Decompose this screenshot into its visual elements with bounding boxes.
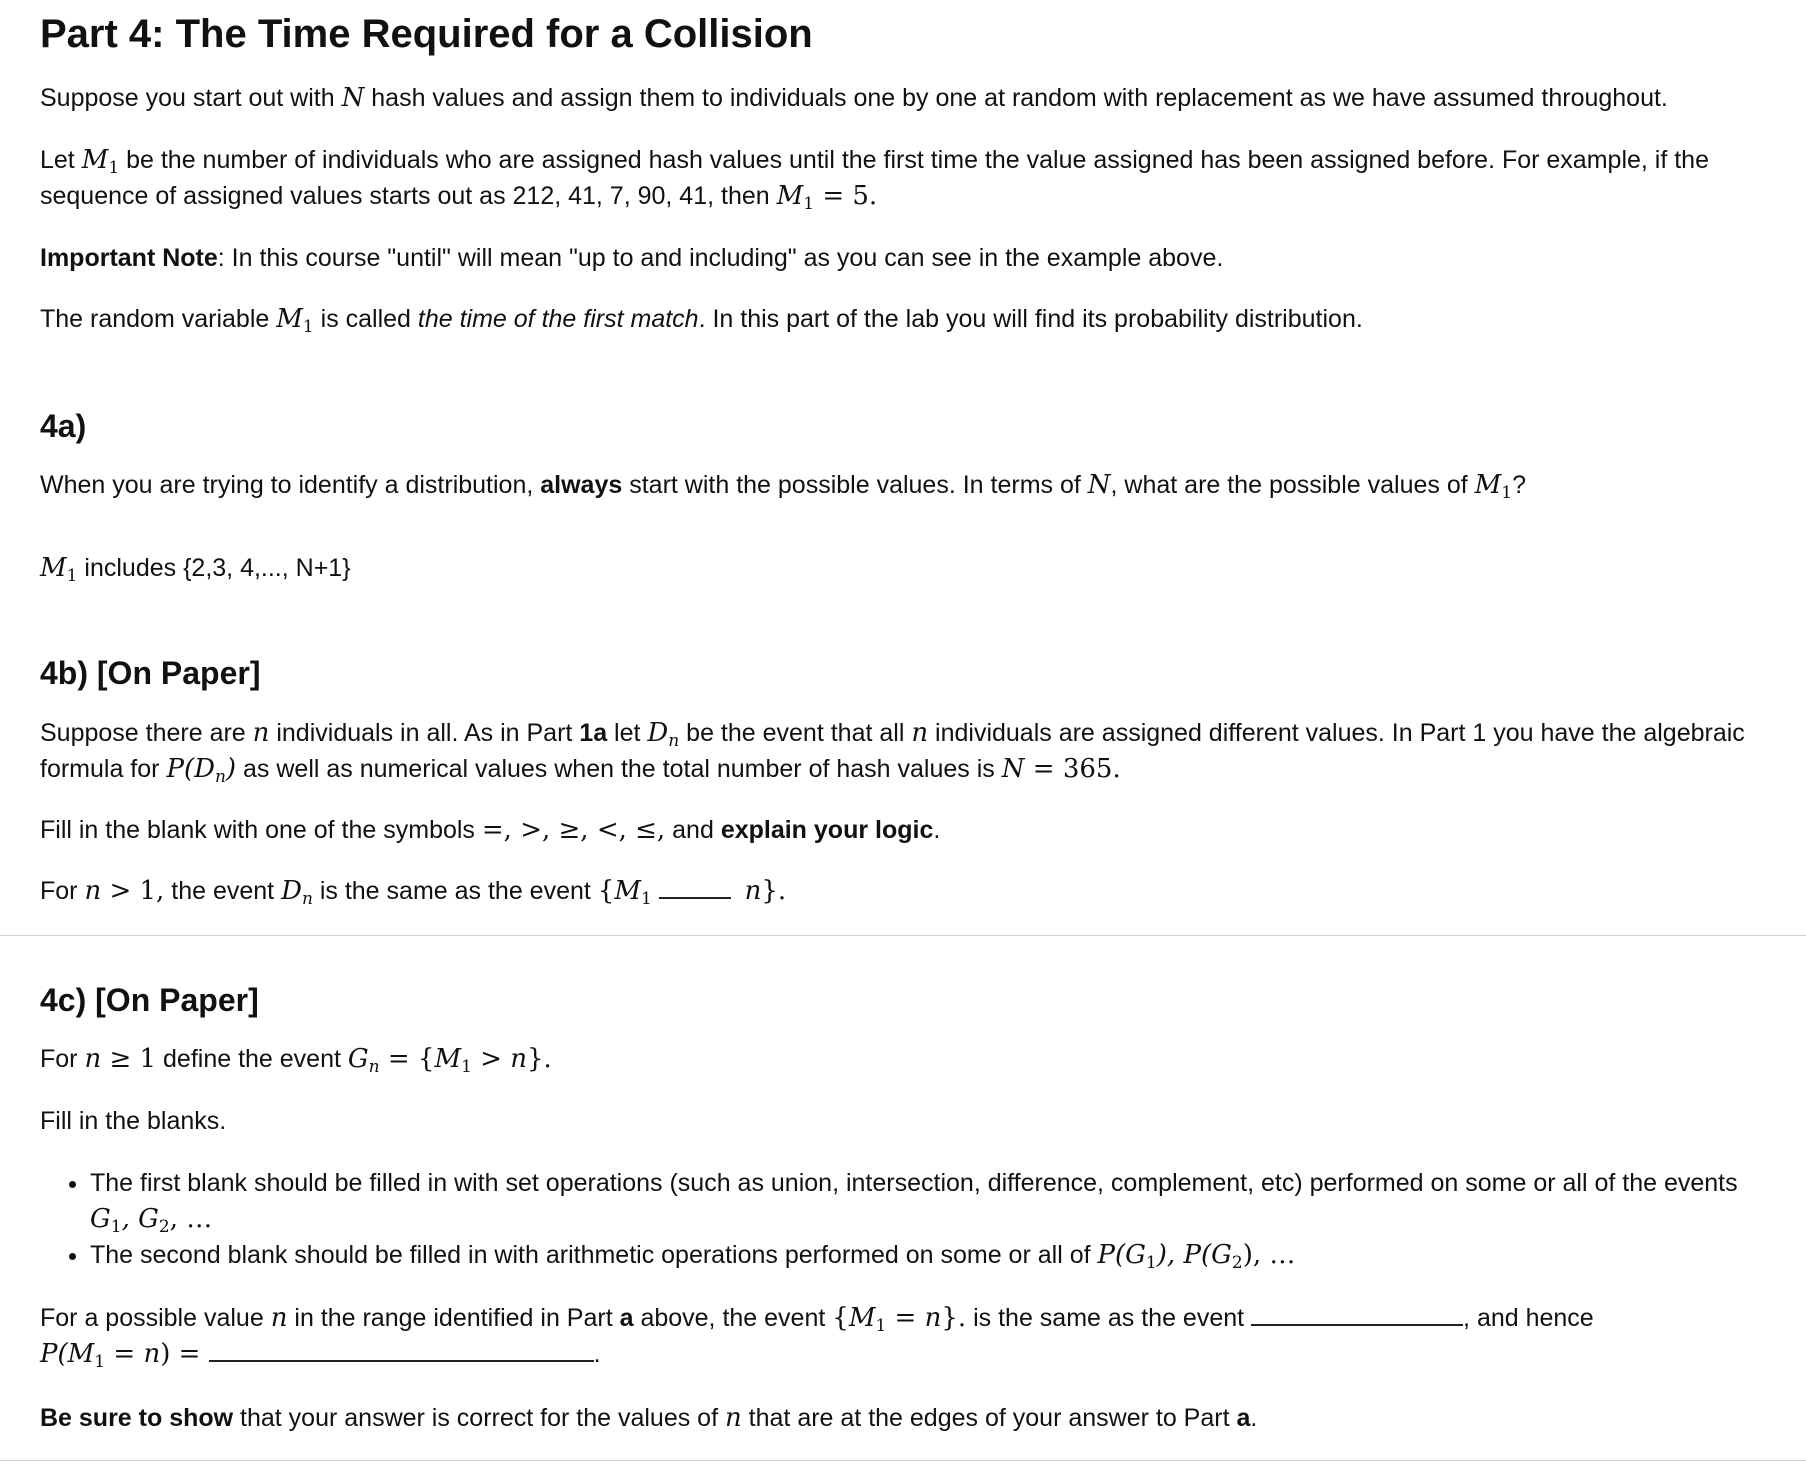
answer-blank-4c-event[interactable] — [1251, 1304, 1463, 1326]
italic-term: the time of the first match — [417, 305, 699, 333]
paragraph-4b-3 — [40, 873, 1780, 909]
text: For a possible value — [40, 1304, 271, 1332]
intro-p1 — [40, 80, 1780, 116]
text: hash values and assign them to individuals one by one at random with replacement as we have assumed throughout. — [364, 84, 1668, 112]
math-n: n — [270, 1303, 288, 1333]
math-P-M1-eq-n: $P(M_1 = n)$ = — [40, 1339, 209, 1372]
text: is the same as the event — [312, 877, 598, 905]
text: the event — [164, 877, 282, 905]
math-M1: $M_1$ — [81, 145, 120, 178]
heading-4a-block — [40, 410, 1780, 442]
math-N: N — [341, 83, 365, 113]
intro-p2 — [40, 142, 1780, 214]
heading-4c-block — [40, 984, 1780, 1016]
heading-4a: 4a) — [40, 408, 87, 444]
math-M1: $M_1$ — [848, 1303, 887, 1336]
text: and — [665, 816, 721, 844]
page-title: Part 4: The Time Required for a Collision — [40, 12, 813, 56]
text: ? — [1512, 471, 1526, 499]
math-n: n — [911, 718, 929, 748]
math-M1: $M_1$ — [614, 876, 652, 909]
paragraph-4c-4 — [40, 1400, 1780, 1436]
text: is called — [313, 305, 418, 333]
note-label: Important Note — [40, 244, 218, 272]
brace-close: }. — [761, 876, 787, 906]
text: in the range identified in Part — [287, 1304, 620, 1332]
text: For — [40, 877, 85, 905]
brace-close: }. — [941, 1303, 967, 1333]
math-eq-5: = 5. — [814, 181, 878, 211]
math-P-Dn: $P(D_n)$ — [166, 754, 237, 787]
heading-4b: 4b) [On Paper] — [40, 655, 261, 691]
math-eq-365: = 365. — [1024, 754, 1121, 784]
question-4a — [40, 467, 1780, 503]
text: The random variable — [40, 305, 277, 333]
bullet-list — [40, 1165, 1780, 1273]
math-gt-1: > 1, — [101, 876, 165, 906]
paragraph-4c-1 — [40, 1041, 1780, 1077]
paragraph-4b-1 — [40, 715, 1780, 787]
text: is the same as the event — [966, 1304, 1252, 1332]
math-ge-1: ≥ 1 — [101, 1044, 157, 1074]
text: start with the possible values. In terms of — [622, 471, 1088, 499]
math-M1: $M_1$ — [276, 304, 314, 337]
math-n: n — [252, 718, 270, 748]
bold-a: a — [619, 1304, 634, 1332]
text: as well as numerical values when the total number of hash values is — [236, 755, 1002, 783]
heading-4b-block — [40, 657, 1780, 689]
text: define the event — [156, 1045, 348, 1073]
heading-4c: 4c) [On Paper] — [40, 982, 259, 1018]
brace-open: { — [832, 1303, 849, 1333]
math-M1: $M_1$ — [1474, 470, 1513, 503]
text: , what are the possible values of — [1110, 471, 1475, 499]
important-note — [40, 240, 1780, 276]
text: let — [607, 719, 648, 747]
note-text: : In this course "until" will mean "up to and including" as you can see in the example above. — [217, 244, 1224, 272]
math-gt: > — [471, 1044, 511, 1074]
text: Suppose there are — [40, 719, 253, 747]
list-item — [90, 1165, 1780, 1237]
text: above, the event — [633, 1304, 833, 1332]
fill-blanks-text: Fill in the blanks. — [40, 1107, 227, 1135]
text: individuals in all. As in Part — [269, 719, 580, 747]
math-G-sequence: $G_1$, $G_2$, … — [90, 1204, 213, 1237]
cell-divider — [0, 935, 1806, 936]
text: that your answer is correct for the values of — [233, 1404, 725, 1432]
math-n: n — [724, 1403, 742, 1433]
math-Dn: $D_n$ — [647, 718, 680, 751]
bold-1a: 1a — [579, 719, 608, 747]
text: When you are trying to identify a distribution, — [40, 471, 541, 499]
paragraph-4b-2 — [40, 812, 1780, 848]
paragraph-4c-3 — [40, 1300, 1780, 1372]
text: For — [40, 1045, 85, 1073]
math-P-sequence: $P(G_1)$, $P(G_2)$, … — [1097, 1240, 1296, 1273]
text: Suppose you start out with — [40, 84, 342, 112]
text: . — [1250, 1404, 1258, 1432]
bold-always: always — [540, 471, 623, 499]
math-Dn: $D_n$ — [281, 876, 313, 909]
symbols-list: =, >, ≥, <, ≤, — [481, 815, 666, 845]
math-n: n — [924, 1303, 942, 1333]
bullet-text: The second blank should be filled in with arithmetic operations performed on some or all of — [90, 1241, 1098, 1269]
bold-a: a — [1236, 1404, 1251, 1432]
title-block — [40, 14, 1780, 54]
brace-open: { — [597, 876, 615, 906]
list-item — [90, 1237, 1780, 1273]
text: Let — [40, 146, 82, 174]
bold-be-sure: Be sure to show — [40, 1404, 234, 1432]
answer-text[interactable]: includes {2,3, 4,..., N+1} — [77, 554, 351, 582]
math-M1: $M_1$ — [434, 1044, 472, 1077]
math-n: n — [510, 1044, 527, 1074]
text: individuals are assigned different values. In Part 1 you have the algebraic formula for — [40, 719, 1745, 783]
math-M1: $M_1$ — [40, 553, 78, 586]
answer-4a[interactable] — [40, 550, 1780, 586]
text: be the event that all — [679, 719, 912, 747]
text: Fill in the blank with one of the symbols — [40, 816, 482, 844]
math-Gn: $G_n$ — [347, 1044, 380, 1077]
math-eq: = — [886, 1303, 925, 1333]
math-n: n — [84, 1044, 102, 1074]
math-n: n — [84, 876, 102, 906]
text: that are at the edges of your answer to Part — [741, 1404, 1237, 1432]
text: , and hence — [1463, 1304, 1594, 1332]
text: be the number of individuals who are assigned hash values until the first time the value assigned has been assigned before. For example, if the sequence of assigned values starts out as 212, 41, 7, 90, 41, then — [40, 146, 1709, 210]
bold-explain: explain your logic — [720, 816, 934, 844]
math-n: n — [744, 876, 762, 906]
bullet-text: The first blank should be filled in with set operations (such as union, intersection, difference, complement, etc) performed on some or all of the events — [90, 1169, 1738, 1197]
paragraph-4c-2 — [40, 1103, 1780, 1139]
text: . In this part of the lab you will find its probability distribution. — [698, 305, 1363, 333]
cell-divider — [0, 1460, 1806, 1461]
math-N: N — [1087, 470, 1111, 500]
math-eq-brace: = { — [379, 1044, 435, 1074]
brace-close: }. — [527, 1044, 552, 1074]
text: . — [933, 816, 941, 844]
intro-p3 — [40, 301, 1780, 337]
text: . — [593, 1340, 601, 1368]
math-N: N — [1001, 754, 1025, 784]
answer-blank-4c-probability[interactable] — [209, 1340, 594, 1362]
math-M1: $M_1$ — [776, 181, 815, 214]
answer-blank-4b[interactable] — [659, 877, 731, 899]
